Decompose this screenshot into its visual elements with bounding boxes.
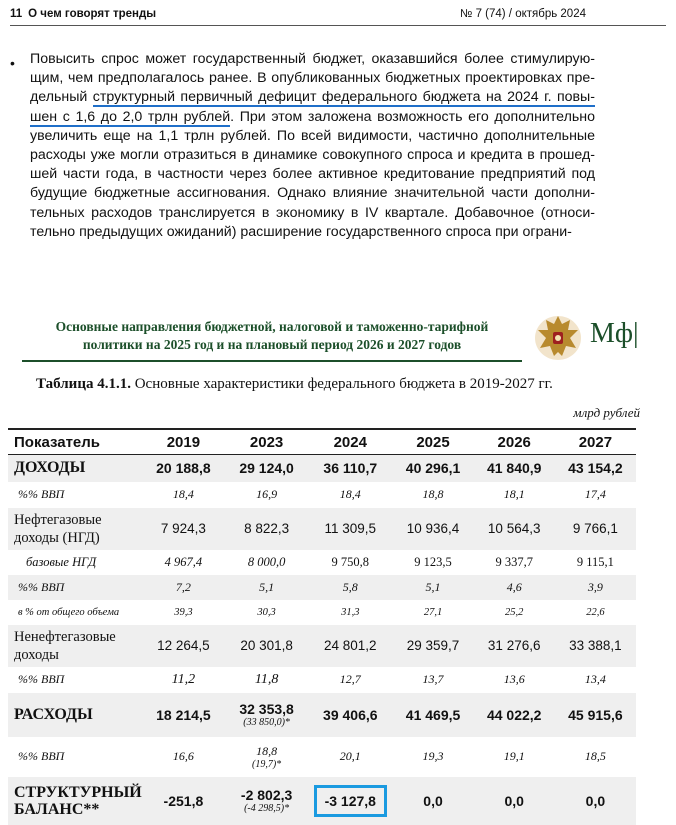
table-cell: 40 296,1 bbox=[392, 455, 473, 482]
header-divider bbox=[10, 25, 666, 26]
table-cell: 32 353,8 (33 850,0)* bbox=[225, 693, 308, 737]
table-cell bbox=[308, 777, 392, 825]
paragraph-text-2: . При этом заложена возможность его дополнительно увеличить еще на 1,1 трлн рублей. По всей видимости, частично дополнительные расходы уже могли отразиться в динамике совокупного спроса и кредита в прошедшей части года, в частности через более активное кредитование предприятий под будущие бюджетные ассигнования. Однако влияние значительной части дополнительных расходов транслируется в экономику в IV квартале. Добавочное (относительно предыдущих ожиданий) расширение государственного спроса при ограни- bbox=[30, 108, 595, 240]
body-paragraph bbox=[30, 50, 595, 242]
table-cell: 0,0 bbox=[392, 777, 473, 825]
banner-title-line-1: Основные направления бюджетной, налоговой и таможенно-тарифной bbox=[55, 319, 489, 334]
banner-divider bbox=[22, 360, 522, 362]
table-cell: 18,4 bbox=[172, 487, 194, 501]
table-cell: 27,1 bbox=[423, 606, 443, 618]
table-row bbox=[8, 482, 636, 508]
table-cell: 25,2 bbox=[505, 606, 524, 618]
table-cell: 7,2 bbox=[142, 575, 225, 600]
minfin-logo-text: Мф| bbox=[590, 318, 639, 349]
table-cell: 31,3 bbox=[341, 606, 360, 618]
row-label: %% ВВП bbox=[18, 749, 65, 763]
row-label: %% ВВП bbox=[18, 672, 65, 686]
column-header: 2025 bbox=[392, 429, 473, 455]
table-cell: -251,8 bbox=[142, 777, 225, 825]
table-cell: 9 115,1 bbox=[576, 554, 614, 569]
table-row bbox=[8, 600, 636, 625]
table-cell: 0,0 bbox=[474, 777, 555, 825]
table-cell: 13,4 bbox=[584, 672, 606, 686]
table-cell: 43 154,2 bbox=[555, 455, 636, 482]
table-cell: 10 564,3 bbox=[474, 508, 555, 550]
bullet-marker: • bbox=[10, 55, 15, 71]
table-row bbox=[8, 737, 636, 777]
table-cell: 12 264,5 bbox=[142, 625, 225, 667]
row-label: базовые НГД bbox=[26, 554, 97, 569]
row-label: СТРУКТУРНЫЙ БАЛАНС** bbox=[8, 777, 142, 825]
table-cell: 9 337,7 bbox=[495, 554, 533, 569]
table-cell: 39,3 bbox=[174, 606, 193, 618]
table-cell: 18 214,5 bbox=[142, 693, 225, 737]
budget-table bbox=[8, 428, 636, 825]
table-cell: 19,3 bbox=[422, 749, 444, 763]
table-cell: -2 802,3 (-4 298,5)* bbox=[225, 777, 308, 825]
banner-title bbox=[22, 318, 522, 354]
table-cell: 16,9 bbox=[256, 487, 278, 501]
table-cell: 29 124,0 bbox=[225, 455, 308, 482]
table-cell: 13,6 bbox=[503, 672, 525, 686]
table-cell: 22,6 bbox=[586, 606, 605, 618]
table-row bbox=[8, 575, 636, 600]
table-cell: 19,1 bbox=[503, 749, 525, 763]
column-header: 2024 bbox=[308, 429, 392, 455]
table-cell: 20,1 bbox=[339, 749, 361, 763]
table-cell: 4 967,4 bbox=[164, 554, 203, 569]
issue-label: № 7 (74) / октябрь 2024 bbox=[460, 8, 586, 20]
table-cell: 17,4 bbox=[584, 487, 606, 501]
table-cell: 20 188,8 bbox=[142, 455, 225, 482]
table-units: млрд рублей bbox=[573, 405, 640, 420]
table-row bbox=[8, 455, 636, 482]
table-cell: 24 801,2 bbox=[308, 625, 392, 667]
row-label: РАСХОДЫ bbox=[8, 693, 142, 737]
table-caption-label: Таблица 4.1.1. bbox=[36, 376, 131, 392]
footnote-value: (-4 298,5)* bbox=[244, 803, 290, 814]
column-header: 2026 bbox=[474, 429, 555, 455]
table-cell: 20 301,8 bbox=[225, 625, 308, 667]
table-cell: 9 123,5 bbox=[414, 554, 452, 569]
table-cell: 10 936,4 bbox=[392, 508, 473, 550]
table-cell: 45 915,6 bbox=[555, 693, 636, 737]
page-number: 11 bbox=[10, 8, 23, 20]
coat-of-arms-icon bbox=[532, 308, 584, 364]
table-cell: 18,5 bbox=[584, 749, 606, 763]
table-cell: 18,1 bbox=[503, 487, 525, 501]
column-header: 2023 bbox=[225, 429, 308, 455]
table-row bbox=[8, 508, 636, 550]
table-caption-text: Основные характеристики федерального бюджета в 2019-2027 гг. bbox=[130, 376, 553, 392]
table-cell: 0,0 bbox=[555, 777, 636, 825]
column-header: 2019 bbox=[142, 429, 225, 455]
highlighted-value: -3 127,8 bbox=[314, 785, 387, 817]
minfin-banner bbox=[22, 316, 668, 360]
row-label: в % от общего объема bbox=[18, 606, 120, 618]
table-cell: 8 000,0 bbox=[247, 554, 286, 569]
table-cell: 18,4 bbox=[339, 487, 361, 501]
page-header bbox=[10, 6, 666, 24]
table-cell: 11,8 bbox=[254, 671, 279, 687]
paragraph-text-1: Повысить спрос может государственный бюджет, оказавшийся более стимулирующим, чем предполагалось ранее. В опубликованных бюджетных проектировках предельный bbox=[30, 51, 595, 106]
table-cell: 8 822,3 bbox=[225, 508, 308, 550]
row-label: %% ВВП bbox=[18, 487, 65, 501]
row-label: %% ВВП bbox=[8, 575, 142, 600]
row-label: ДОХОДЫ bbox=[8, 455, 142, 482]
table-row bbox=[8, 777, 636, 825]
section-title: О чем говорят тренды bbox=[28, 8, 157, 20]
table-row bbox=[8, 625, 636, 667]
table-cell: 12,7 bbox=[339, 672, 361, 686]
table-cell: 36 110,7 bbox=[308, 455, 392, 482]
table-cell: 18,8 bbox=[422, 487, 444, 501]
page-header-left bbox=[10, 8, 156, 20]
table-cell: 39 406,6 bbox=[308, 693, 392, 737]
column-header: 2027 bbox=[555, 429, 636, 455]
footnote-value: (19,7)* bbox=[252, 758, 282, 770]
table-cell: 29 359,7 bbox=[392, 625, 473, 667]
table-cell: 11 309,5 bbox=[308, 508, 392, 550]
table-cell: 5,1 bbox=[225, 575, 308, 600]
table-cell: 41 469,5 bbox=[392, 693, 473, 737]
table-cell: 44 022,2 bbox=[474, 693, 555, 737]
table-header-row bbox=[8, 429, 636, 455]
table-cell: 30,3 bbox=[257, 606, 276, 618]
table-cell: 31 276,6 bbox=[474, 625, 555, 667]
table-cell: 3,9 bbox=[555, 575, 636, 600]
table-cell: 11,2 bbox=[171, 671, 196, 687]
banner-title-line-2: политики на 2025 год и на плановый период 2026 и 2027 годов bbox=[82, 337, 462, 352]
table-cell: 41 840,9 bbox=[474, 455, 555, 482]
underlined-highlight: структурный первичный дефицит федерального бюджета на 2024 г. повышен с 1,6 до 2,0 трлн рублей bbox=[30, 89, 595, 125]
table-caption bbox=[36, 376, 553, 393]
footnote-value: (33 850,0)* bbox=[243, 717, 290, 728]
row-label: Ненефтегазовые доходы bbox=[8, 625, 142, 667]
table-cell: 16,6 bbox=[172, 749, 194, 763]
table-cell: 7 924,3 bbox=[142, 508, 225, 550]
table-cell: 9 766,1 bbox=[555, 508, 636, 550]
table-cell: 33 388,1 bbox=[555, 625, 636, 667]
table-cell: 18,8 (19,7)* bbox=[225, 737, 308, 777]
table-row bbox=[8, 693, 636, 737]
table-cell: 13,7 bbox=[422, 672, 444, 686]
table-row bbox=[8, 550, 636, 575]
table-cell: 5,1 bbox=[392, 575, 473, 600]
row-label: Нефтегазовые доходы (НГД) bbox=[8, 508, 142, 550]
table-cell: 4,6 bbox=[474, 575, 555, 600]
column-header: Показатель bbox=[8, 429, 142, 455]
table-row bbox=[8, 667, 636, 693]
table-cell: 5,8 bbox=[308, 575, 392, 600]
table-cell: 9 750,8 bbox=[331, 554, 370, 569]
